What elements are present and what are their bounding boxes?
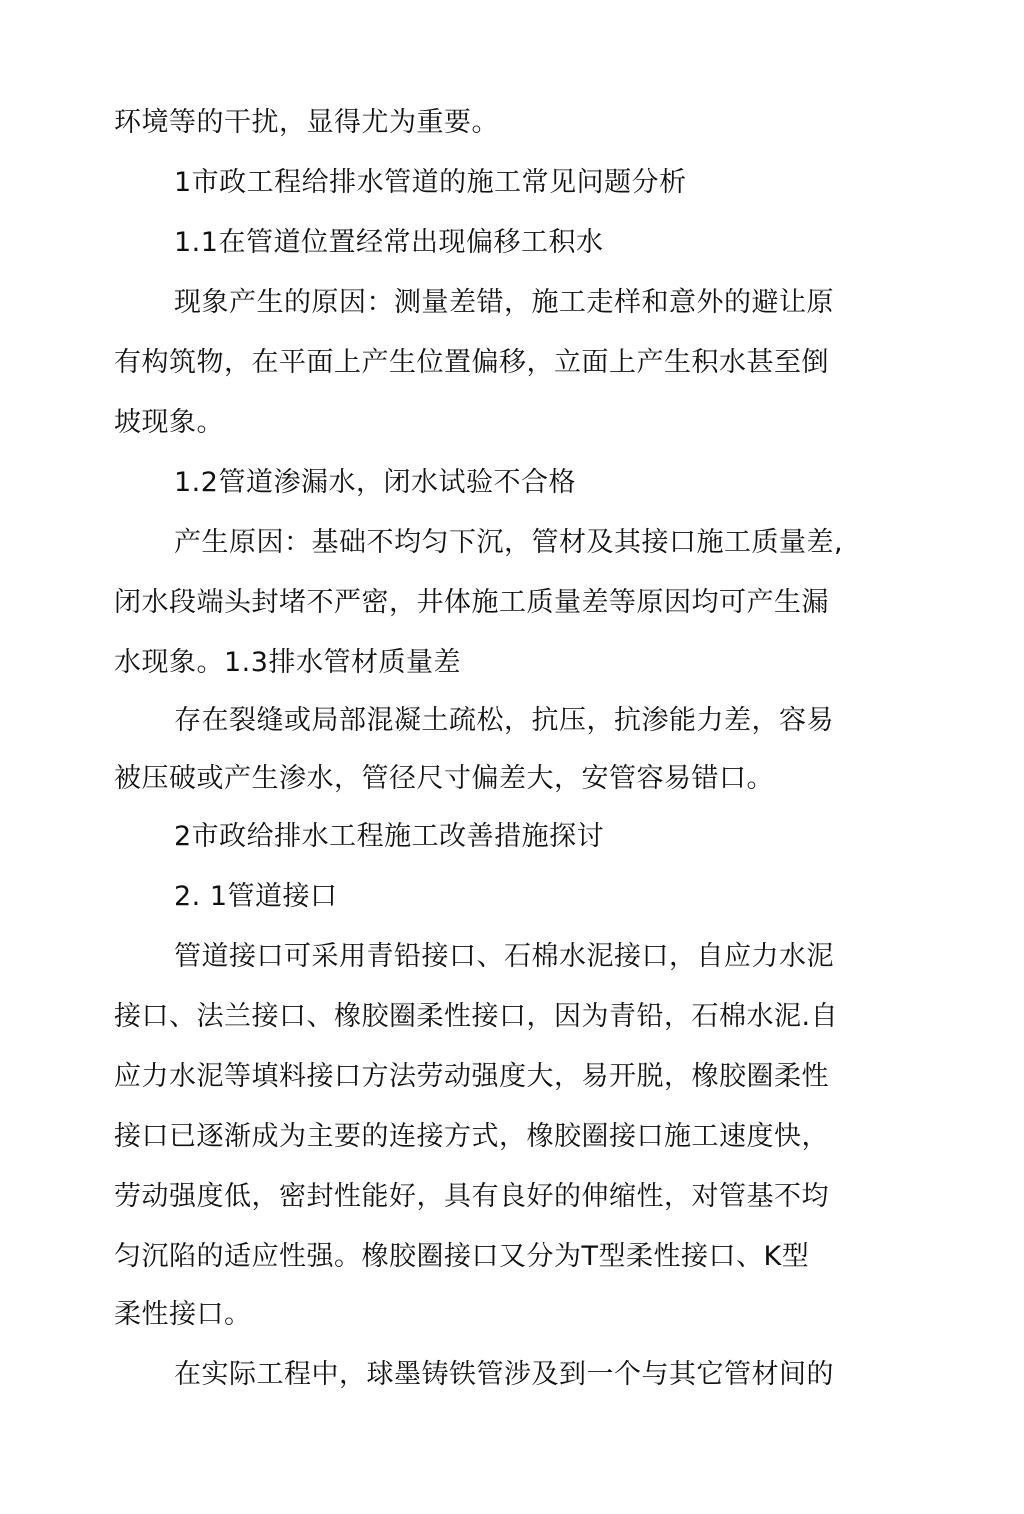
text-line: 柔性接口。 (114, 1299, 252, 1330)
text-line: 闭水段端头封堵不严密，井体施工质量差等原因均可产生漏 (114, 587, 829, 618)
subsection-heading: 1.2管道渗漏水，闭水试验不合格 (174, 467, 576, 498)
text-line: 管道接口可采用青铅接口、石棉水泥接口，自应力水泥 (174, 941, 834, 972)
text-line: 存在裂缝或局部混凝土疏松，抗压，抗渗能力差，容易 (174, 705, 834, 736)
text-line: 匀沉陷的适应性强。橡胶圈接口又分为T型柔性接口、K型 (114, 1241, 810, 1272)
text-line: 在实际工程中，球墨铸铁管涉及到一个与其它管材间的 (174, 1359, 834, 1390)
section-heading: 2市政给排水工程施工改善措施探讨 (174, 821, 605, 852)
subsection-heading: 1.1在管道位置经常出现偏移工积水 (174, 227, 604, 258)
text-line: 应力水泥等填料接口方法劳动强度大，易开脱，橡胶圈柔性 (114, 1061, 829, 1092)
text-line: 劳动强度低，密封性能好，具有良好的伸缩性，对管基不均 (114, 1181, 829, 1212)
text-line: 坡现象。 (114, 407, 224, 438)
text-line: 环境等的干扰，显得尤为重要。 (114, 107, 499, 138)
text-line: 被压破或产生渗水，管径尺寸偏差大，安管容易错口。 (114, 763, 774, 794)
text-line: 接口已逐渐成为主要的连接方式，橡胶圈接口施工速度快， (114, 1121, 829, 1152)
text-line: 现象产生的原因：测量差错，施工走样和意外的避让原 (174, 287, 834, 318)
subsection-heading: 2. 1管道接口 (174, 881, 338, 912)
text-line: 有构筑物，在平面上产生位置偏移，立面上产生积水甚至倒 (114, 347, 829, 378)
text-line: 水现象。1.3排水管材质量差 (114, 647, 461, 678)
text-line: 产生原因：基础不均匀下沉，管材及其接口施工质量差, (174, 527, 844, 558)
section-heading: 1市政工程给排水管道的施工常见问题分析 (174, 167, 687, 198)
text-line: 接口、法兰接口、橡胶圈柔性接口，因为青铅，石棉水泥.自 (114, 1001, 839, 1032)
